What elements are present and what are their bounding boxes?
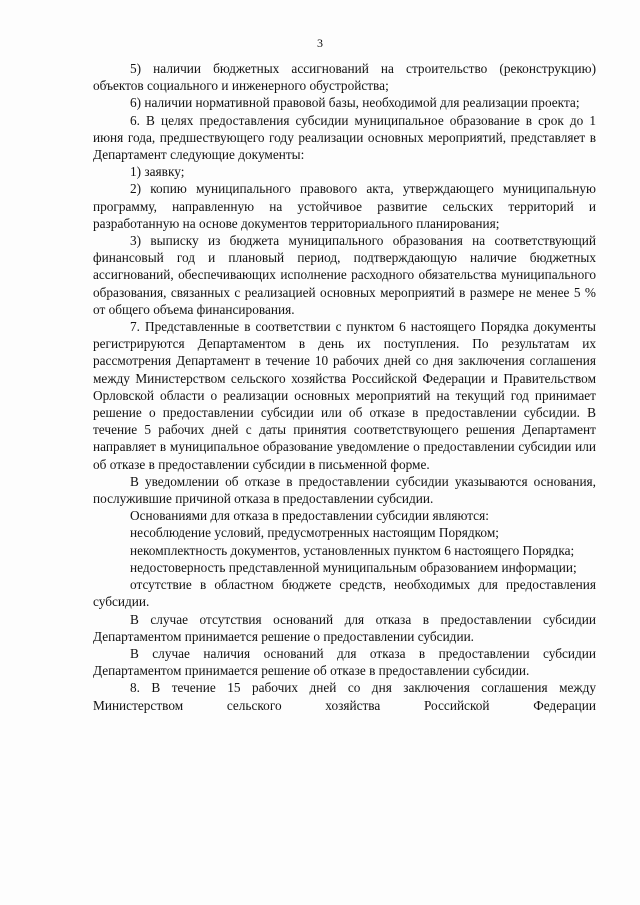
paragraph: 8. В течение 15 рабочих дней со дня заключения соглашения между Министерством сельского хозяйства Российской Федерации [93,680,596,713]
paragraph: 6. В целях предоставления субсидии муниципальное образование в срок до 1 июня года, предшествующего году реализации основных мероприятий, представляет в Департамент следующие документы: [93,112,596,163]
paragraph: 1) заявку; [130,164,185,180]
paragraph: 2) копию муниципального правового акта, утверждающего муниципальную программу, направленную на устойчивое развитие сельских территорий и разработанную на основе документов территориального планирования; [93,181,596,231]
paragraph: некомплектность документов, установленных пунктом 6 настоящего Порядка; [130,542,575,558]
paragraph: В уведомлении об отказе в предоставлении субсидии указываются основания, послужившие причиной отказа в предоставлении субсидии. [93,473,596,507]
paragraph: 3) выписку из бюджета муниципального образования на соответствующий финансовый год и плановый период, подтверждающую наличие бюджетных ассигнований, обеспечивающих исполнение расходного обязательства муниципального образования, связанных с реализацией основных мероприятий в размере не менее 5 % от общего объема финансирования. [93,233,596,317]
paragraph: несоблюдение условий, предусмотренных настоящим Порядком; [130,525,499,541]
paragraph: отсутствие в областном бюджете средств, необходимых для предоставления субсидии. [93,577,596,610]
paragraph: Основаниями для отказа в предоставлении субсидии являются: [130,508,489,524]
page-number: 3 [317,36,323,50]
paragraph: 5) наличии бюджетных ассигнований на строительство (реконструкцию) объектов социального и инженерного обустройства; [93,61,596,94]
paragraph: 6) наличии нормативной правовой базы, необходимой для реализации проекта; [130,95,580,111]
document-body [93,60,596,714]
paragraph: 7. Представленные в соответствии с пунктом 6 настоящего Порядка документы регистрируются Департаментом в день их поступления. По результатам их рассмотрения Департамент в течение 10 рабочих дней со дня заключения соглашения между Министерством сельского хозяйства Российской Федерации и Правительством Орловской области о реализации основных мероприятий на текущий год принимает решение о предоставлении субсидии или об отказе в предоставлении субсидии. В течение 5 рабочих дней с даты принятия соответствующего решения Департамент направляет в муниципальное образование уведомление о предоставлении субсидии или об отказе в предоставлении субсидии в письменной форме. [93,319,596,472]
paragraph: недостоверность представленной муниципальным образованием информации; [130,559,577,575]
paragraph: В случае отсутствия оснований для отказа в предоставлении субсидии Департаментом принимается решение о предоставлении субсидии. [93,611,596,644]
paragraph: В случае наличия оснований для отказа в предоставлении субсидии Департаментом принимается решение об отказе в предоставлении субсидии. [93,645,596,679]
